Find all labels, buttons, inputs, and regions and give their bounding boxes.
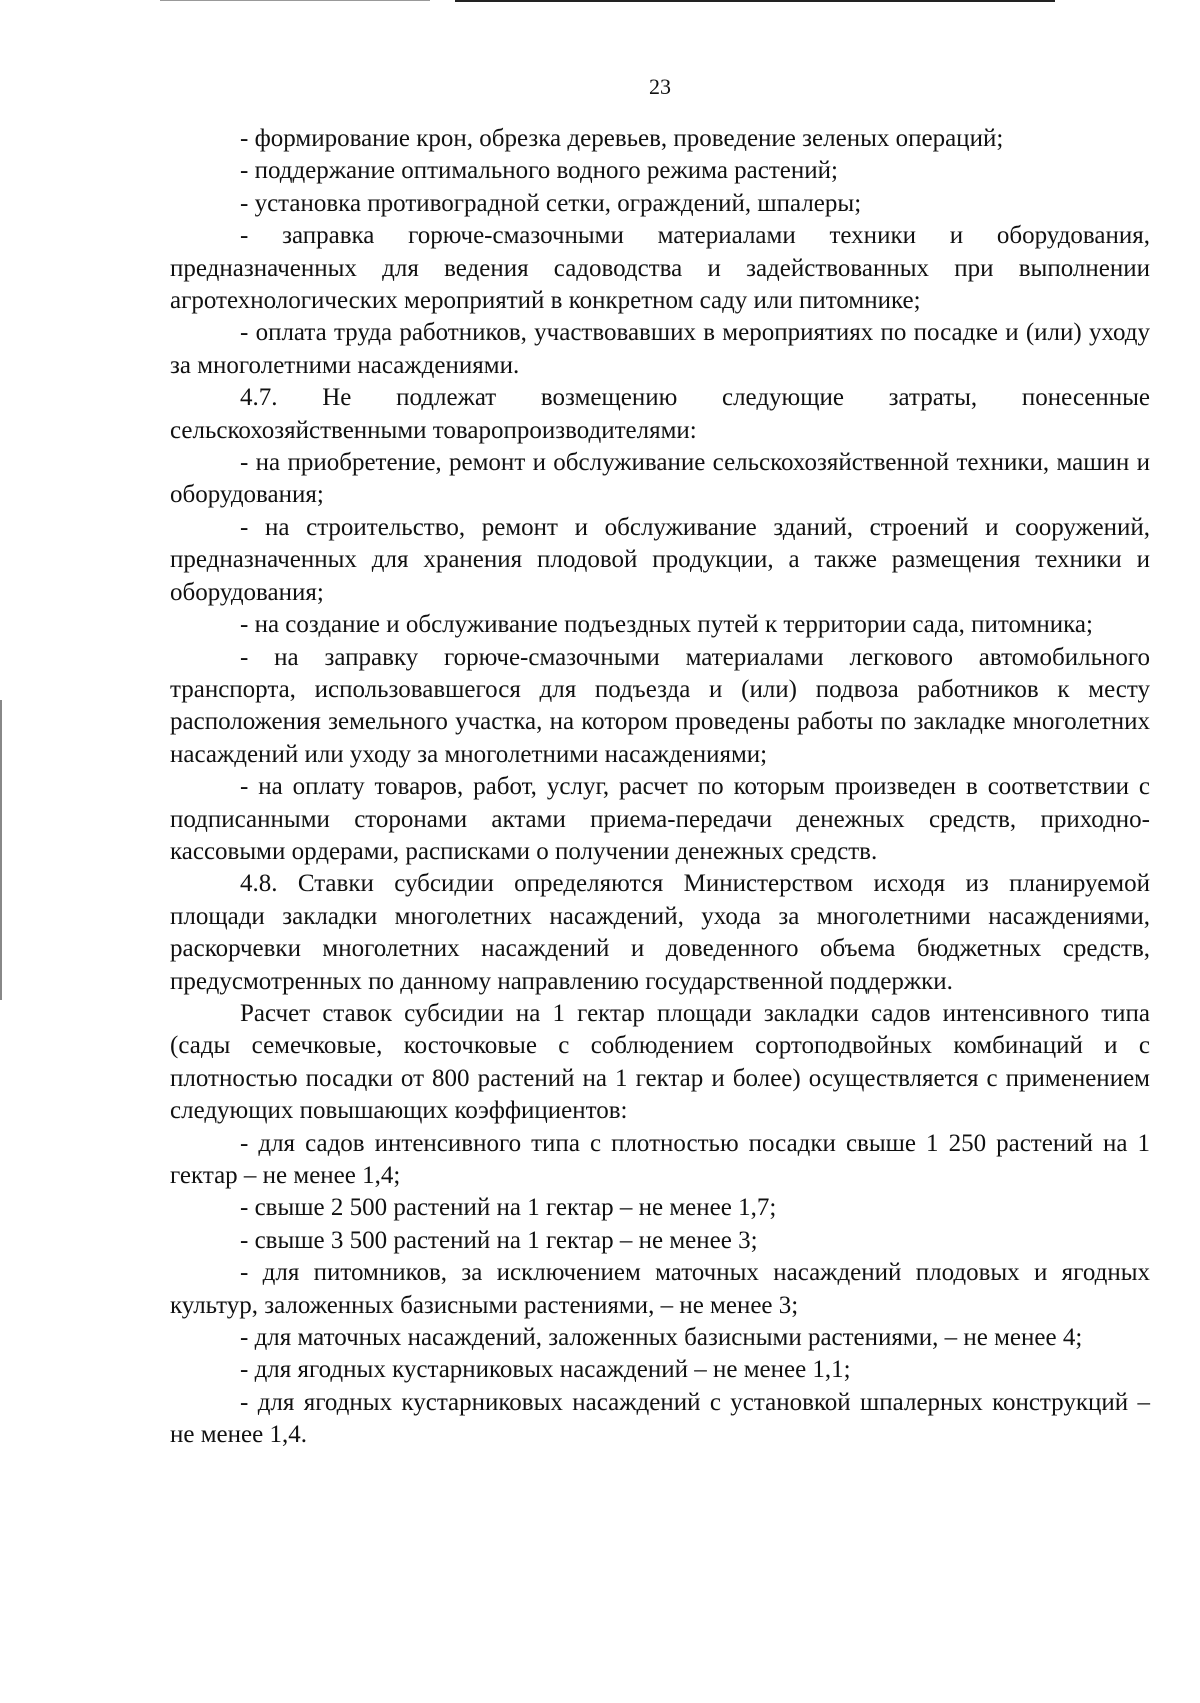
page-number: 23 [649,74,671,99]
paragraph: - для маточных насаждений, заложенных базисными растениями, – не менее 4; [240,1324,1083,1352]
scan-edge-line [160,0,430,1]
scan-edge-line [455,0,1055,2]
paragraph: - формирование крон, обрезка деревьев, проведение зеленых операций; [240,125,1004,152]
paragraph: - на заправку горюче-смазочными материалами легкового автомобильного транспорта, использовавшегося для подъезда и (или) подвоза работников к месту расположения земельного участка, на котором проведены работы по закладке многолетних насаждений или уходу за многолетними насаждениями; [170,643,1150,768]
paragraph: Расчет ставок субсидии на 1 гектар площади закладки садов интенсивного типа (сады семечковые, косточковые с соблюдением сортоподвойных комбинаций и с плотностью посадки от 800 растений на 1 гектар и более) осуществляется с применением следующих повышающих коэффициентов: [170,999,1150,1125]
paragraph: - для садов интенсивного типа с плотностью посадки свыше 1 250 растений на 1 гектар – не менее 1,4; [170,1129,1150,1189]
paragraph: 4.7. Не подлежат возмещению следующие затраты, понесенные сельскохозяйственными товаропроизводителями: [170,384,1150,444]
paragraph: - для питомников, за исключением маточных насаждений плодовых и ягодных культур, заложенных базисными растениями, – не менее 3; [170,1259,1150,1319]
paragraph: - на оплату товаров, работ, услуг, расчет по которым произведен в соответствии с подписанными сторонами актами приема-передачи денежных средств, приходно-кассовыми ордерами, расписками о получении денежных средств. [170,773,1150,865]
document-body [170,123,1150,1452]
scan-edge-mark [0,700,2,1000]
paragraph: - на строительство, ремонт и обслуживание зданий, строений и сооружений, предназначенных для хранения плодовой продукции, а также размещения техники и оборудования; [170,513,1150,606]
paragraph: - на приобретение, ремонт и обслуживание сельскохозяйственной техники, машин и оборудования; [170,449,1150,509]
paragraph: - оплата труда работников, участвовавших в мероприятиях по посадке и (или) уходу за многолетними насаждениями. [170,319,1150,379]
paragraph: - на создание и обслуживание подъездных путей к территории сада, питомника; [240,611,1093,639]
paragraph: - заправка горюче-смазочными материалами техники и оборудования, предназначенных для ведения садоводства и задействованных при выполнении агротехнологических мероприятий в конкретном саду или питомнике; [170,222,1150,315]
paragraph: - для ягодных кустарниковых насаждений с установкой шпалерных конструкций – не менее 1,4. [170,1388,1150,1449]
paragraph: - свыше 2 500 растений на 1 гектар – не менее 1,7; [240,1194,777,1222]
paragraph: - свыше 3 500 растений на 1 гектар – не менее 3; [240,1226,758,1254]
paragraph: - поддержание оптимального водного режима растений; [240,157,838,185]
paragraph: - установка противоградной сетки, ограждений, шпалеры; [240,189,862,217]
paragraph: 4.8. Ставки субсидии определяются Министерством исходя из планируемой площади закладки многолетних насаждений, ухода за многолетними насаждениями, раскорчевки многолетних насаждений и доведенного объема бюджетных средств, предусмотренных по данному направлению государственной поддержки. [170,870,1150,995]
paragraph: - для ягодных кустарниковых насаждений – не менее 1,1; [240,1356,851,1384]
